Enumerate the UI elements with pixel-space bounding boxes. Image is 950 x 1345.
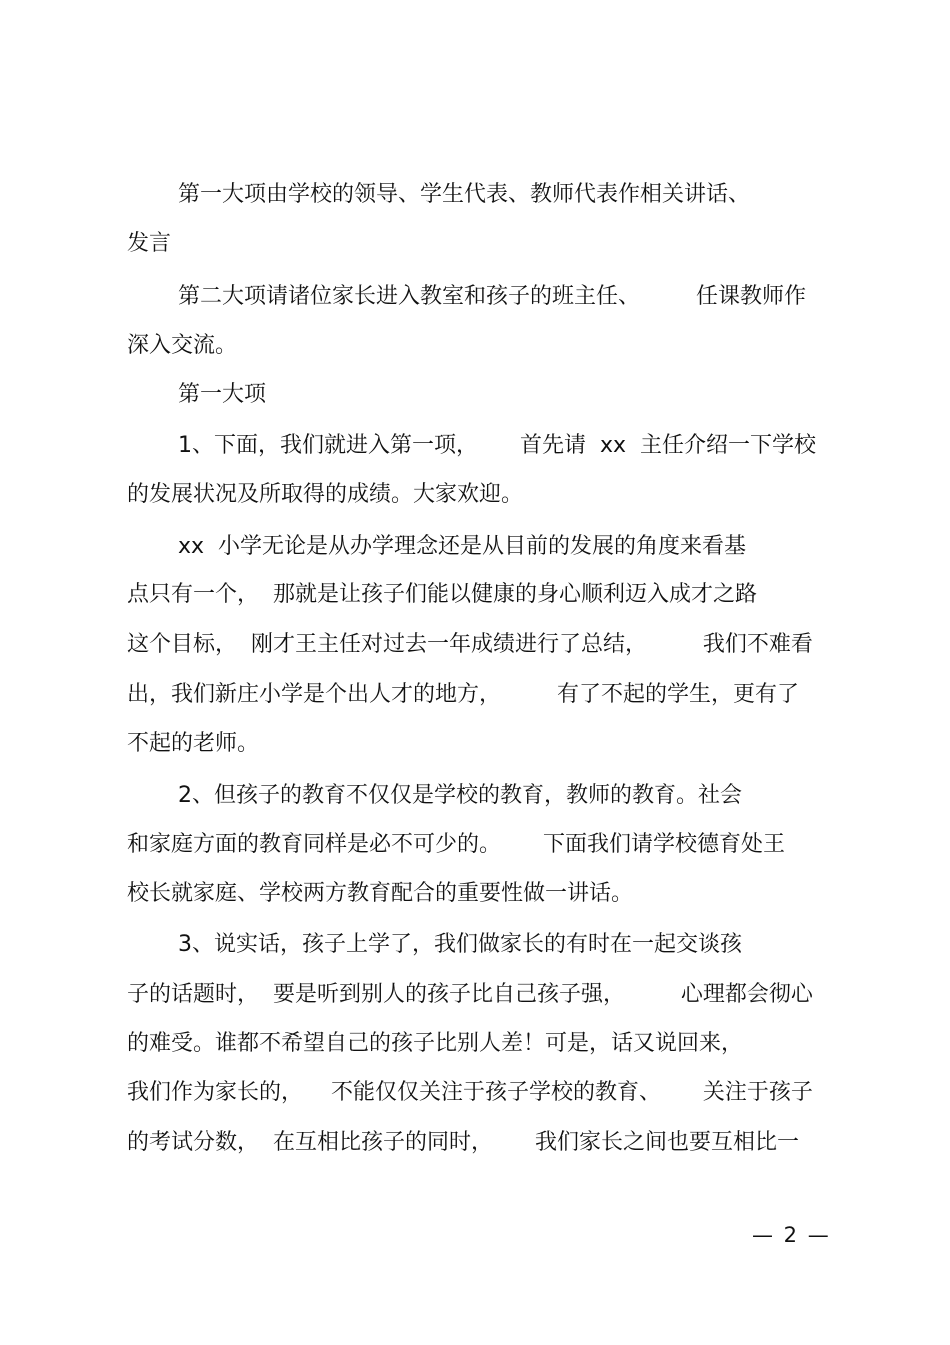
text-line-16: 3、说实话，孩子上学了，我们做家长的有时在一起交谈孩 (178, 932, 742, 957)
text-line-17: 子的话题时， 要是听到别人的孩子比自己孩子强， 心理都会彻心 (127, 982, 813, 1007)
text-line-9: 点只有一个， 那就是让孩子们能以健康的身心顺利迈入成才之路 (127, 582, 757, 607)
text-line-3: 第二大项请诸位家长进入教室和孩子的班主任、 任课教师作 (178, 284, 806, 309)
text-line-5: 第一大项 (178, 382, 267, 407)
text-line-1: 第一大项由学校的领导、学生代表、教师代表作相关讲话、 (178, 182, 751, 207)
text-line-19: 我们作为家长的， 不能仅仅关注于孩子学校的教育、 关注于孩子 (127, 1080, 813, 1105)
page-number: — 2 — (752, 1223, 831, 1247)
text-line-12: 不起的老师。 (127, 731, 260, 756)
text-line-6: 1、下面，我们就进入第一项， 首先请 xx 主任介绍一下学校 (178, 433, 816, 458)
text-line-20: 的考试分数， 在互相比孩子的同时， 我们家长之间也要互相比一 (127, 1130, 799, 1155)
text-line-15: 校长就家庭、学校两方教育配合的重要性做一讲话。 (127, 881, 634, 906)
text-line-7: 的发展状况及所取得的成绩。大家欢迎。 (127, 482, 524, 507)
text-line-11: 出，我们新庄小学是个出人才的地方， 有了不起的学生，更有了 (127, 682, 799, 707)
text-line-10: 这个目标， 刚才王主任对过去一年成绩进行了总结， 我们不难看 (127, 632, 813, 657)
text-line-8: xx 小学无论是从办学理念还是从目前的发展的角度来看基 (178, 534, 747, 559)
text-line-18: 的难受。谁都不希望自己的孩子比别人差！可是，话又说回来， (127, 1031, 744, 1056)
text-line-13: 2、但孩子的教育不仅仅是学校的教育，教师的教育。社会 (178, 783, 742, 808)
text-line-14: 和家庭方面的教育同样是必不可少的。 下面我们请学校德育处王 (127, 832, 785, 857)
text-line-2: 发言 (127, 231, 172, 256)
text-line-4: 深入交流。 (127, 333, 238, 358)
